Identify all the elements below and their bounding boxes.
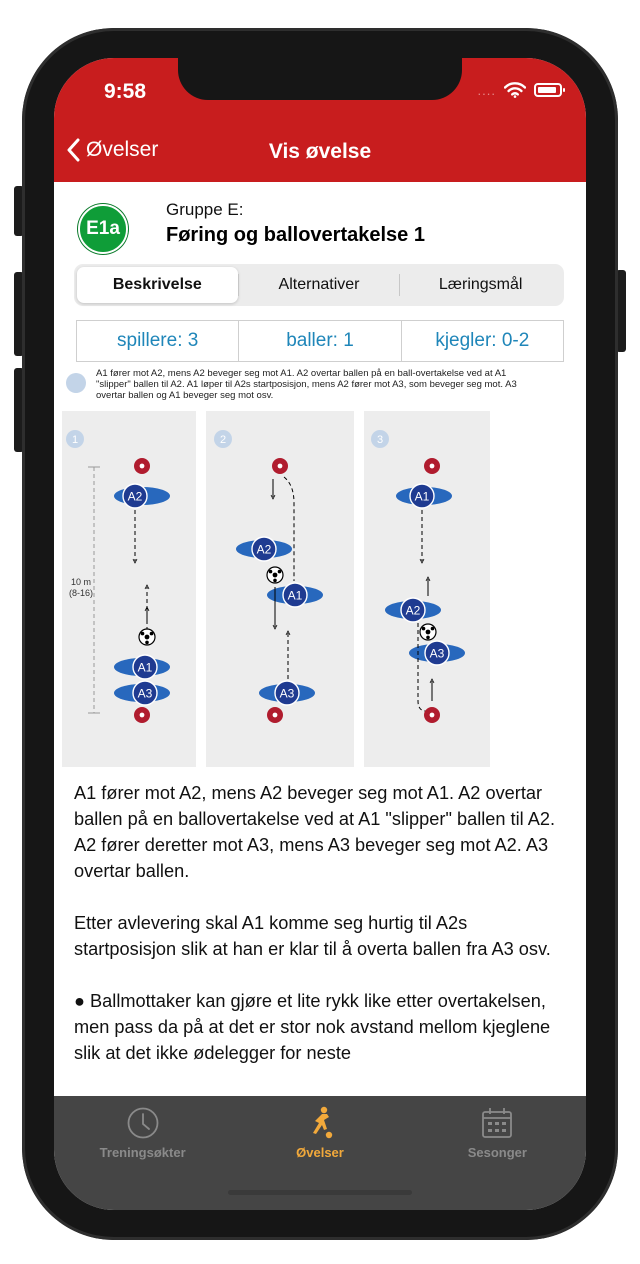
page-title: Vis øvelse [268,140,372,163]
clock-icon [126,1106,160,1140]
tab-label: Sesonger [467,1145,527,1160]
player-label-a3: A3 [137,686,153,701]
player-label-a1: A1 [137,660,153,675]
exercise-diagram [62,411,502,767]
status-time: 9:58 [104,80,147,103]
exercise-title: Føring og ballovertakelse 1 [166,224,425,246]
distance-label: 10 m [70,577,92,587]
notch [178,58,462,100]
back-button-label: Øvelser [86,138,159,161]
battery-icon [534,83,562,97]
distance-range-label: (8-16) [68,588,94,598]
caption-bullet [66,373,86,393]
player-label-a2: A2 [256,542,272,557]
description-paragraph-3: ● Ballmottaker kan gjøre et lite rykk like etter overtakelsen, men pass da på at det er stor nok avstand mellom kjeglene slik at det ikke ødelegger for neste [74,991,551,1063]
player-label-a2: A2 [405,603,421,618]
player-label-a1: A1 [414,489,430,504]
equipment-stats [76,320,564,362]
ball [267,567,283,583]
exercise-description [74,780,566,1092]
description-paragraph-1: A1 fører mot A2, mens A2 beveger seg mot A1. A2 overtar ballen på en ballovertakelse ved at A1 "slipper" ballen til A2. A2 fører deretter mot A3, mens A3 beveger seg mot A2. A3 overtar ballen. [74,783,556,881]
tab-treningsokter[interactable] [54,1096,231,1210]
player-label-a3: A3 [429,646,445,661]
segment-laeringsmal[interactable]: Læringsmål [438,276,523,293]
exercise-code-badge: E1a [78,204,128,254]
wifi-icon [504,82,526,98]
phone-body [22,28,618,1240]
segment-beskrivelse[interactable]: Beskrivelse [77,267,238,303]
player-label-a2: A2 [127,489,143,504]
description-paragraph-2: Etter avlevering skal A1 komme seg hurtig til A2s startposisjon slik at han er klar til å overta ballen fra A3 osv. [74,913,551,959]
step-number-3: 3 [376,434,384,446]
player-label-a1: A1 [287,588,303,603]
player-label-a3: A3 [279,686,295,701]
soccer-player-icon [303,1106,337,1140]
segment-alternativer[interactable]: Alternativer [278,276,360,293]
calendar-icon [480,1106,514,1140]
step-number-2: 2 [219,434,227,446]
exercise-group: Gruppe E: [166,200,244,219]
home-indicator [228,1190,412,1195]
status-icons [478,82,562,98]
tab-label: Øvelser [296,1145,344,1160]
exercise-detail [54,182,586,1096]
signal-dots: .... [477,82,496,98]
stat-cones: kjegler: 0-2 [435,330,530,351]
step-number-1: 1 [71,434,79,446]
diagram-caption: A1 fører mot A2, mens A2 beveger seg mot A1. A2 overtar ballen på en ball-overtakelse ved at A1 "slipper" ballen til A2. A1 løper til A2s startposisjon, mens A2 fører mot A3, som beveger seg mot. A3 overtar ballen og A1 beveger seg mot osv. [96,368,517,401]
ball [420,624,436,640]
stat-balls: baller: 1 [239,321,401,361]
segmented-control [74,264,564,306]
tab-sesonger[interactable] [409,1096,586,1210]
stat-players: spillere: 3 [77,321,239,361]
ball [139,629,155,645]
tab-label: Treningsøkter [99,1145,186,1160]
screen [54,58,586,1210]
